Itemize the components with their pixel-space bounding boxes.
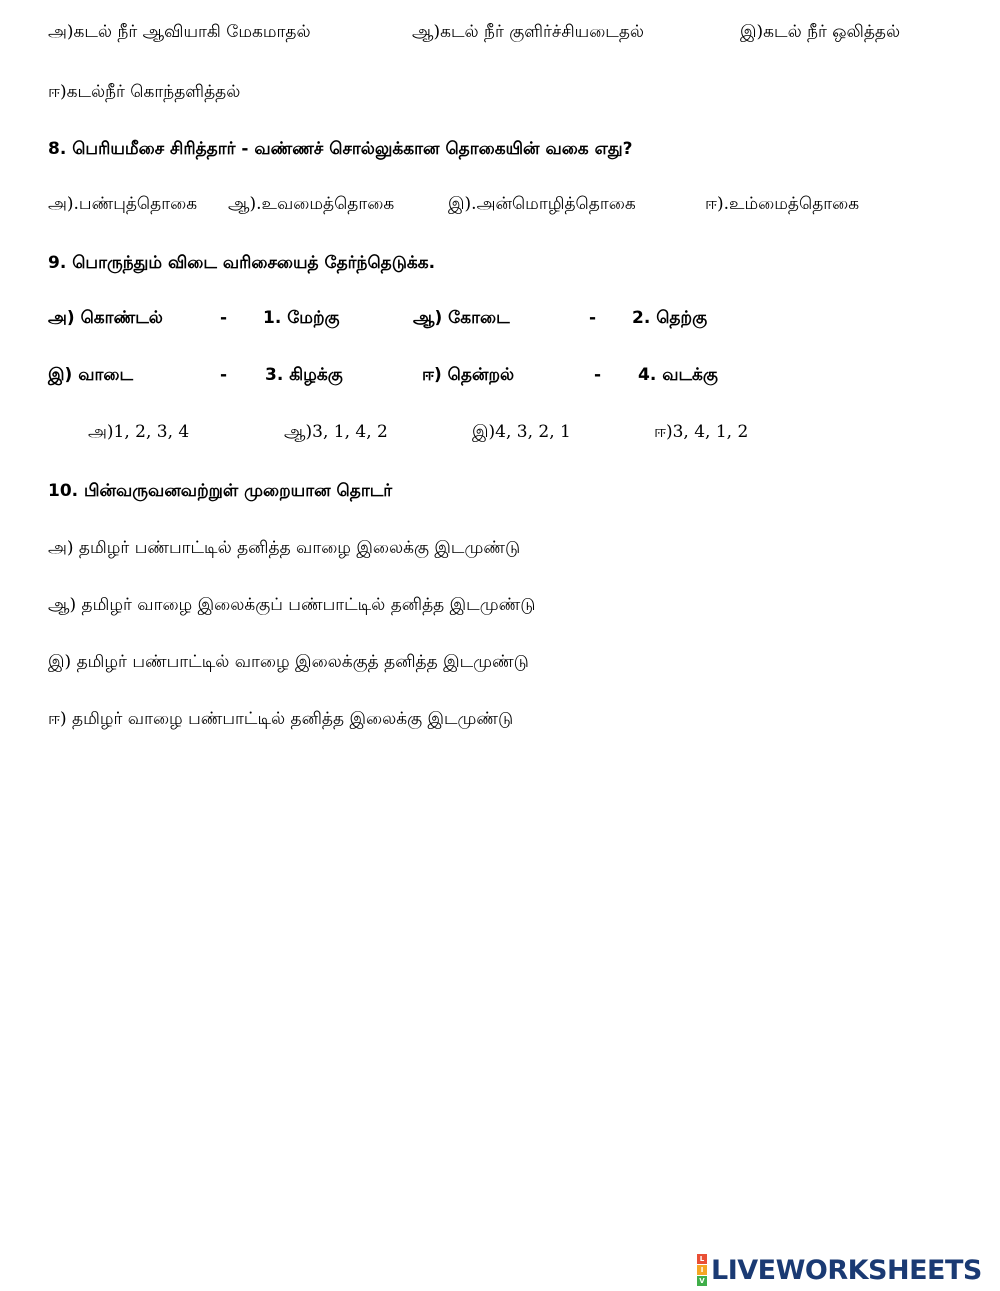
liveworksheets-logo [697, 1253, 982, 1287]
q8-option-d: ஈ).உம்மைத்தொகை [705, 194, 860, 214]
q7-option-b: ஆ)கடல் நீர் குளிர்ச்சியடைதல் [412, 22, 645, 42]
logo-cube: I [697, 1265, 707, 1275]
match-dash: - [220, 365, 228, 385]
match-right-value: 4. வடக்கு [638, 365, 718, 385]
match-right-label: ஈ) தென்றல் [422, 365, 515, 385]
q7-option-a: அ)கடல் நீர் ஆவியாகி மேகமாதல் [48, 22, 311, 42]
q9-match-row-1 [0, 308, 1000, 334]
logo-cube: L [697, 1254, 707, 1264]
logo-cubes-icon [697, 1254, 707, 1286]
q8-option-a: அ).பண்புத்தொகை [48, 194, 198, 214]
q7-option-d: ஈ)கடல்நீர் கொந்தளித்தல் [48, 82, 241, 102]
q8-option-c: இ).அன்மொழித்தொகை [448, 194, 636, 214]
q10-option-c: இ) தமிழர் பண்பாட்டில் வாழை இலைக்குத் தனித்த இடமுண்டு [48, 652, 529, 672]
match-dash: - [589, 308, 597, 328]
match-left-label: அ) கொண்டல் [48, 308, 163, 328]
q8-question: 8. பெரியமீசை சிரித்தார் - வண்ணச் சொல்லுக்கான தொகையின் வகை எது? [48, 139, 633, 159]
q10-option-a: அ) தமிழர் பண்பாட்டில் தனித்த வாழை இலைக்கு இடமுண்டு [48, 538, 521, 558]
q9-options [0, 422, 1000, 448]
q10-question: 10. பின்வருவனவற்றுள் முறையான தொடர் [48, 481, 393, 501]
match-right-value: 2. தெற்கு [632, 308, 708, 328]
match-dash: - [594, 365, 602, 385]
q9-option-a: அ)1, 2, 3, 4 [88, 422, 190, 442]
logo-text: LIVEWORKSHEETS [711, 1254, 982, 1286]
match-right-label: ஆ) கோடை [413, 308, 510, 328]
q9-option-b: ஆ)3, 1, 4, 2 [284, 422, 388, 442]
match-left-label: இ) வாடை [48, 365, 133, 385]
match-left-value: 1. மேற்கு [263, 308, 340, 328]
q9-option-d: ஈ)3, 4, 1, 2 [654, 422, 749, 442]
q10-option-d: ஈ) தமிழர் வாழை பண்பாட்டில் தனித்த இலைக்கு இடமுண்டு [48, 709, 514, 729]
q9-option-c: இ)4, 3, 2, 1 [472, 422, 571, 442]
match-dash: - [220, 308, 228, 328]
q7-options-line1 [0, 22, 1000, 48]
q9-match-row-2 [0, 365, 1000, 391]
q7-option-c: இ)கடல் நீர் ஒலித்தல் [740, 22, 901, 42]
q9-question: 9. பொருந்தும் விடை வரிசையைத் தேர்ந்தெடுக்க. [48, 253, 436, 273]
q8-option-b: ஆ).உவமைத்தொகை [228, 194, 395, 214]
logo-cube: V [697, 1276, 707, 1286]
q10-option-b: ஆ) தமிழர் வாழை இலைக்குப் பண்பாட்டில் தனித்த இடமுண்டு [48, 595, 536, 615]
q8-options [0, 194, 1000, 220]
match-left-value: 3. கிழக்கு [265, 365, 343, 385]
